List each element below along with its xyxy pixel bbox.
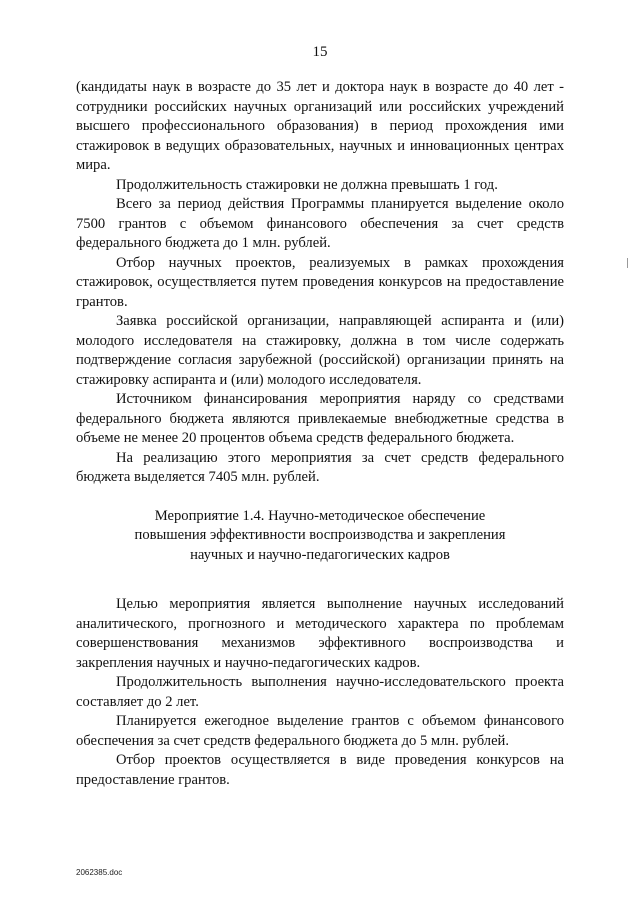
paragraph-annual-grants: Планируется ежегодное выделение грантов с объемом финансового обеспечения за счет средств федерального бюджета до 5 млн. рублей. [76,713,564,749]
paragraph-grants-count: Всего за период действия Программы планируется выделение около 7500 грантов с объемом финансового обеспечения за счет средств федерального бюджета до 1 млн. рублей. [76,196,564,251]
section-heading-line: Мероприятие 1.4. Научно-методическое обеспечение [154,507,486,524]
paragraph-goal: Целью мероприятия является выполнение научных исследований аналитического, прогнозного и методического характера по проблемам совершенствования механизмов эффективного воспроизводства и закрепления научных и научно-педагогических кадров. [76,596,564,671]
paragraph-project-selection: Отбор научных проектов, реализуемых в рамках прохождения стажировок, осуществляется путем проведения конкурсов на предоставление грантов. [76,254,564,310]
paragraph-competition: Отбор проектов осуществляется в виде проведения конкурсов на предоставление грантов. [76,752,564,788]
margin-mark [627,258,628,268]
paragraph-application: Заявка российской организации, направляющей аспиранта и (или) молодого исследователя на стажировку, должна в том числе содержать подтверждение согласия зарубежной (российской) организации принять на стажировку аспиранта и (или) молодого исследователя. [76,313,564,388]
paragraph-internship-duration: Продолжительность стажировки не должна превышать 1 год. [116,176,498,193]
paragraph-continuation: (кандидаты наук в возрасте до 35 лет и доктора наук в возрасте до 40 лет - сотрудники российских научных организаций или российских учреждений высшего профессионального образования) в период прохождения ими стажировок в ведущих образовательных, научных и инновационных центрах мира. [76,79,564,173]
section-heading [76,507,564,566]
page-number: 15 [312,44,328,60]
paragraph-project-duration: Продолжительность выполнения научно-исследовательского проекта составляет до 2 лет. [76,674,564,710]
document-body [76,78,564,790]
section-heading-line: повышения эффективности воспроизводства и закрепления [134,527,506,543]
paragraph-funding-amount: На реализацию этого мероприятия за счет средств федерального бюджета выделяется 7405 млн. рублей. [76,449,564,485]
paragraph-funding-source: Источником финансирования мероприятия наряду со средствами федерального бюджета являются привлекаемые внебюджетные средства в объеме не менее 20 процентов объема средств федерального бюджета. [76,391,564,446]
section-heading-line: научных и научно-педагогических кадров [190,546,450,563]
footer-filename: 2062385.doc [76,868,123,877]
